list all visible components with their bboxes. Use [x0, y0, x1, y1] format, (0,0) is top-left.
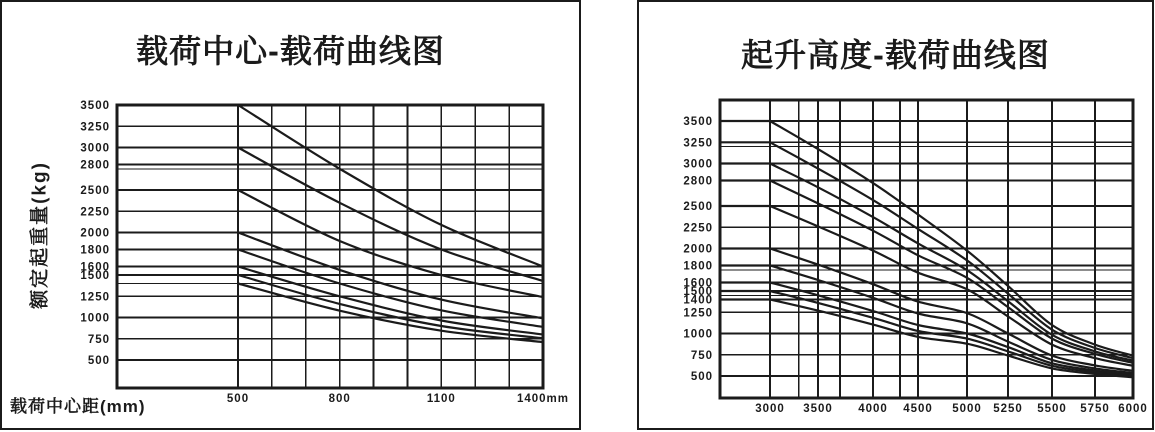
load-center-load-chart-x-tick-label: 500 [226, 393, 250, 405]
lift-height-load-chart-x-tick-label: 5500 [1037, 403, 1067, 415]
right-chart-panel [637, 0, 1154, 430]
load-center-load-chart-y-tick-label: 2500 [80, 185, 110, 197]
lift-height-load-chart-x-tick-label: 5250 [993, 403, 1023, 415]
lift-height-load-chart-y-tick-label: 1400 [683, 294, 713, 307]
load-center-load-chart-y-tick-label: 1500 [80, 270, 110, 282]
lift-height-load-chart-y-tick-label: 500 [690, 371, 713, 383]
lift-height-load-chart-y-tick-label: 3000 [683, 158, 713, 171]
lift-height-load-chart-y-tick-label: 3500 [683, 116, 713, 128]
lift-height-load-chart-x-tick-label: 5750 [1080, 403, 1110, 415]
left-chart-x-axis-label: 载荷中心距(mm) [10, 397, 146, 416]
lift-height-load-chart-y-tick-label: 2500 [683, 201, 713, 213]
lift-height-load-chart-x-tick-label: 4000 [858, 403, 888, 415]
lift-height-load-chart-y-tick-label: 3250 [683, 137, 713, 150]
lift-height-load-chart-x-tick-label: 3000 [755, 403, 785, 415]
lift-height-load-chart-y-tick-label: 2800 [683, 175, 713, 188]
lift-height-load-chart-y-tick-label: 1800 [683, 260, 713, 273]
lift-height-load-chart-x-tick-label: 4500 [903, 403, 933, 415]
lift-height-load-chart-x-tick-label: 3500 [803, 403, 833, 415]
right-chart-title: 起升高度-载荷曲线图 [741, 37, 1050, 73]
load-center-load-chart-x-tick-label: 1400mm [516, 393, 570, 405]
load-center-load-chart-y-tick-label: 3250 [80, 121, 110, 134]
load-center-load-chart-y-tick-label: 3000 [80, 142, 110, 155]
lift-height-load-chart-y-tick-label: 2250 [683, 222, 713, 235]
load-center-load-chart-y-tick-label: 1000 [80, 312, 110, 325]
lift-height-load-chart-x-tick-label: 6000 [1118, 403, 1148, 415]
load-center-load-chart-y-tick-label: 750 [87, 333, 110, 346]
lift-height-load-chart-x-tick-label: 5000 [952, 403, 982, 415]
left-chart-title: 载荷中心-载荷曲线图 [136, 33, 445, 69]
load-center-load-chart-y-tick-label: 1250 [80, 291, 110, 304]
load-center-load-chart-y-tick-label: 2800 [80, 159, 110, 172]
load-center-load-chart-y-tick-label: 3500 [80, 100, 110, 112]
left-chart-y-axis-label: 额定起重量(kg) [29, 161, 51, 309]
load-center-load-chart-y-tick-label: 2250 [80, 206, 110, 219]
lift-height-load-chart-y-tick-label: 1000 [683, 328, 713, 341]
load-center-load-chart-y-tick-label: 2000 [80, 227, 110, 240]
load-center-load-chart-y-tick-label: 1800 [80, 244, 110, 257]
lift-height-load-chart-y-tick-label: 750 [690, 349, 713, 362]
lift-height-load-chart-y-tick-label: 1500 [683, 286, 713, 298]
load-center-load-chart-y-tick-label: 500 [87, 355, 110, 367]
lift-height-load-chart-y-tick-label: 2000 [683, 243, 713, 256]
load-center-load-chart-x-tick-label: 1100 [426, 393, 456, 405]
lift-height-load-chart-y-tick-label: 1600 [683, 277, 713, 290]
lift-height-load-chart-y-tick-label: 1250 [683, 307, 713, 320]
load-center-load-chart-x-tick-label: 800 [328, 393, 351, 405]
load-center-load-chart-y-tick-label: 1600 [80, 261, 110, 274]
